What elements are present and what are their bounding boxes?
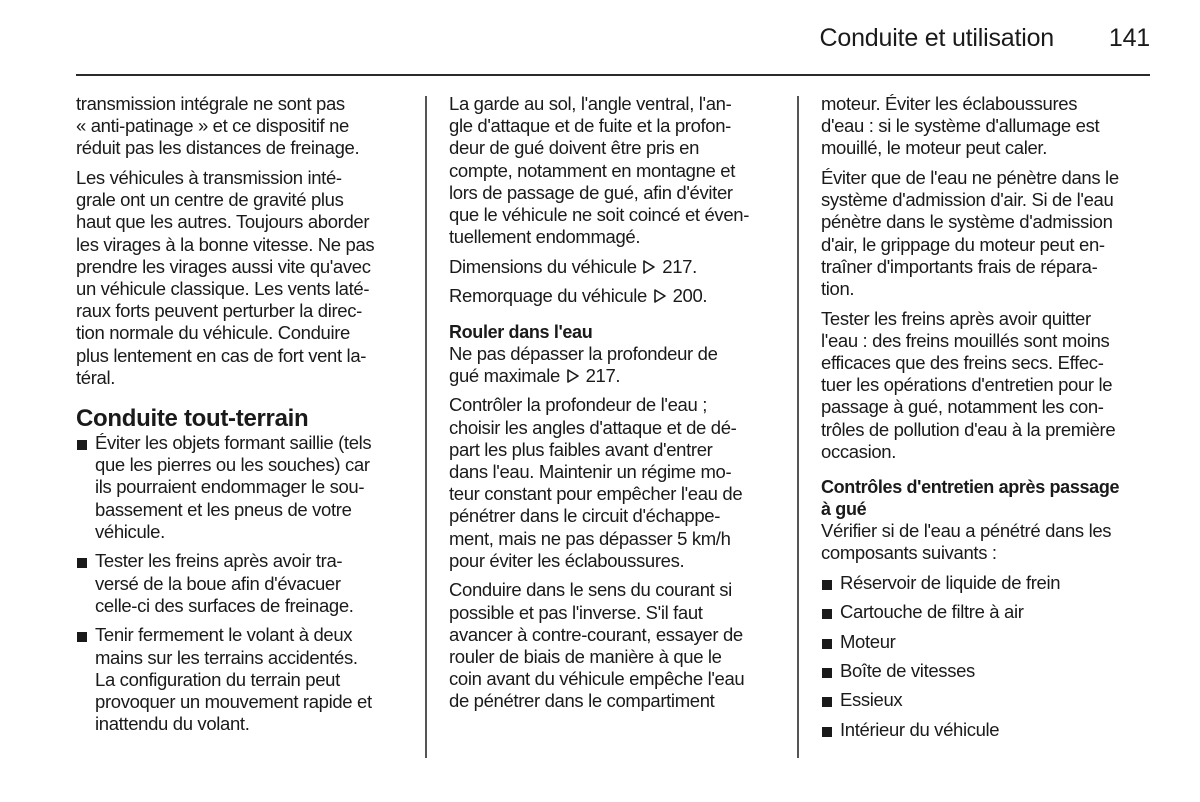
text-line: gle d'attaque et de fuite et la profon- (449, 115, 731, 137)
list-item-label: Boîte de vitesses (840, 660, 975, 681)
text-line: raux forts peuvent perturber la direc- (76, 300, 362, 322)
reference-text: Remorquage du véhicule (449, 285, 647, 307)
paragraph (821, 93, 1156, 160)
text-line: pénétrer dans le circuit d'échappe- (449, 505, 721, 527)
text-line: compte, notamment en montagne et (449, 159, 736, 181)
page-reference[interactable] (449, 256, 784, 278)
list-item (821, 660, 1156, 682)
page-header (76, 0, 1150, 76)
text-line: d'air, le grippage du moteur peut en- (821, 233, 1105, 255)
text-line: trôles de pollution d'eau à la première (821, 418, 1116, 440)
list-item (76, 624, 412, 735)
list-item (76, 550, 412, 617)
text-line: les virages à la bonne vitesse. Ne pas (76, 233, 375, 255)
text-line: de pénétrer dans le compartiment (449, 690, 715, 712)
arrow-reference-icon (652, 289, 668, 303)
text-line: mains sur les terrains accidentés. (95, 646, 358, 668)
text-line: ment, mais ne pas dépasser 5 km/h (449, 527, 731, 549)
text-line: occasion. (821, 440, 897, 462)
page-number: 141 (1108, 24, 1150, 52)
text-line: Conduire dans le sens du courant si (449, 579, 732, 601)
text-line: rouler de biais de manière à que le (449, 646, 722, 668)
text-line: téral. (76, 366, 116, 388)
paragraph (821, 520, 1156, 564)
square-bullet-icon (822, 580, 832, 590)
paragraph (821, 167, 1156, 300)
text-line: coin avant du véhicule empêche l'eau (449, 668, 745, 690)
heading-line: Contrôles d'entretien après passage (821, 477, 1120, 498)
components-list (821, 572, 1156, 741)
square-bullet-icon (822, 697, 832, 707)
section-heading: Conduite tout-terrain (76, 405, 309, 433)
list-item-label: Essieux (840, 689, 903, 711)
text-line: d'eau : si le système d'allumage est (821, 115, 1100, 137)
paragraph (821, 308, 1156, 463)
text-line: tuer les opérations d'entretien pour le (821, 374, 1113, 396)
subsection-heading (821, 476, 1156, 520)
list-item (821, 572, 1156, 594)
text-line: part les plus faibles avant d'entrer (449, 438, 713, 460)
square-bullet-icon (822, 609, 832, 619)
text-line: La configuration du terrain peut (95, 668, 340, 690)
reference-text: Dimensions du véhicule (449, 255, 637, 277)
text-line: que les pierres ou les souches) car (95, 454, 370, 476)
text-line: moteur. Éviter les éclaboussures (821, 93, 1078, 114)
text-line: réduit pas les distances de freinage. (76, 137, 360, 159)
text-line: Tester les freins après avoir tra- (95, 550, 343, 572)
text-line: Éviter que de l'eau ne pénètre dans le (821, 167, 1119, 188)
text-line: composants suivants : (821, 542, 997, 564)
text-line: Vérifier si de l'eau a pénétré dans les (821, 520, 1112, 542)
square-bullet-icon (822, 727, 832, 737)
reference-page[interactable]: 217. (585, 364, 621, 386)
text-line: celle-ci des surfaces de freinage. (95, 594, 354, 616)
text-line: bassement et les pneus de votre (95, 498, 352, 520)
square-bullet-icon (77, 440, 87, 450)
text-line: pour éviter les éclaboussures. (449, 549, 685, 571)
square-bullet-icon (822, 639, 832, 649)
text-line: avancer à contre-courant, essayer de (449, 623, 743, 645)
list-item-label: Moteur (840, 630, 896, 652)
text-line: Tenir fermement le volant à deux (95, 624, 353, 646)
text-line: gué maximale (449, 364, 560, 386)
text-line: plus lentement en cas de fort vent la- (76, 344, 367, 366)
list-item-label: Cartouche de filtre à air (840, 601, 1024, 623)
text-line: passage à gué, notamment les con- (821, 396, 1104, 418)
page-reference[interactable] (449, 285, 784, 307)
text-line: deur de gué doivent être pris en (449, 137, 700, 159)
column-1 (76, 93, 412, 743)
text-line: inattendu du volant. (95, 713, 250, 735)
bullet-list (76, 432, 412, 735)
paragraph (76, 167, 412, 389)
arrow-reference-icon (565, 369, 581, 383)
text-line: transmission intégrale ne sont pas (76, 93, 345, 114)
column-3 (821, 93, 1156, 748)
text-line: traîner d'importants frais de répara- (821, 255, 1098, 277)
text-line: provoquer un mouvement rapide et (95, 691, 372, 713)
reference-page: 217. (662, 255, 697, 277)
text-line: prendre les virages aussi vite qu'avec (76, 255, 371, 277)
list-item (76, 432, 412, 543)
text-line: lors de passage de gué, afin d'éviter (449, 181, 733, 203)
text-line: Éviter les objets formant saillie (tels (95, 432, 372, 454)
text-line: un véhicule classique. Les vents laté- (76, 278, 370, 300)
text-line: système d'admission d'air. Si de l'eau (821, 189, 1114, 211)
list-item (821, 689, 1156, 711)
list-item (821, 719, 1156, 741)
text-line: choisir les angles d'attaque et de dé- (449, 416, 737, 438)
paragraph (76, 93, 412, 160)
list-item-label: Intérieur du véhicule (840, 718, 1000, 740)
column-2 (449, 93, 784, 720)
text-line: grale ont un centre de gravité plus (76, 189, 344, 211)
square-bullet-icon (77, 632, 87, 642)
text-line: La garde au sol, l'angle ventral, l'an- (449, 93, 732, 114)
text-line: tuellement endommagé. (449, 226, 641, 248)
text-line: « anti-patinage » et ce dispositif ne (76, 115, 349, 137)
list-item-label: Réservoir de liquide de frein (840, 571, 1061, 593)
text-line: mouillé, le moteur peut caler. (821, 137, 1048, 159)
list-item (821, 601, 1156, 623)
reference-page: 200. (672, 285, 708, 307)
text-line: tion. (821, 278, 855, 300)
text-line: Tester les freins après avoir quitter (821, 307, 1091, 329)
text-line: teur constant pour empêcher l'eau de (449, 483, 743, 505)
square-bullet-icon (77, 558, 87, 568)
text-line: dans l'eau. Maintenir un régime mo- (449, 461, 732, 483)
column-divider-1 (425, 96, 427, 758)
text-line: Contrôler la profondeur de l'eau ; (449, 394, 707, 416)
text-line: véhicule. (95, 520, 165, 542)
text-line: possible et pas l'inverse. S'il faut (449, 601, 703, 623)
text-line: haut que les autres. Toujours aborder (76, 211, 370, 233)
text-line: Ne pas dépasser la profondeur de (449, 342, 718, 364)
text-line: que le véhicule ne soit coincé et éven- (449, 204, 750, 226)
arrow-reference-icon (641, 260, 657, 274)
text-line: Les véhicules à transmission inté- (76, 167, 342, 188)
column-divider-2 (797, 96, 799, 758)
paragraph (449, 93, 784, 248)
paragraph (449, 394, 784, 572)
text-line: ils pourraient endommager le sou- (95, 476, 365, 498)
square-bullet-icon (822, 668, 832, 678)
subsection-heading: Rouler dans l'eau (449, 321, 593, 342)
text-line: l'eau : des freins mouillés sont moins (821, 329, 1110, 351)
section-title: Conduite et utilisation (819, 24, 1054, 52)
text-line: efficaces que des freins secs. Effec- (821, 352, 1104, 374)
paragraph (449, 343, 784, 387)
heading-line: à gué (821, 499, 867, 520)
list-item (821, 631, 1156, 653)
text-line: pénètre dans le système d'admission (821, 211, 1113, 233)
paragraph (449, 579, 784, 712)
text-line: tion normale du véhicule. Conduire (76, 322, 350, 344)
text-line: versé de la boue afin d'évacuer (95, 572, 341, 594)
